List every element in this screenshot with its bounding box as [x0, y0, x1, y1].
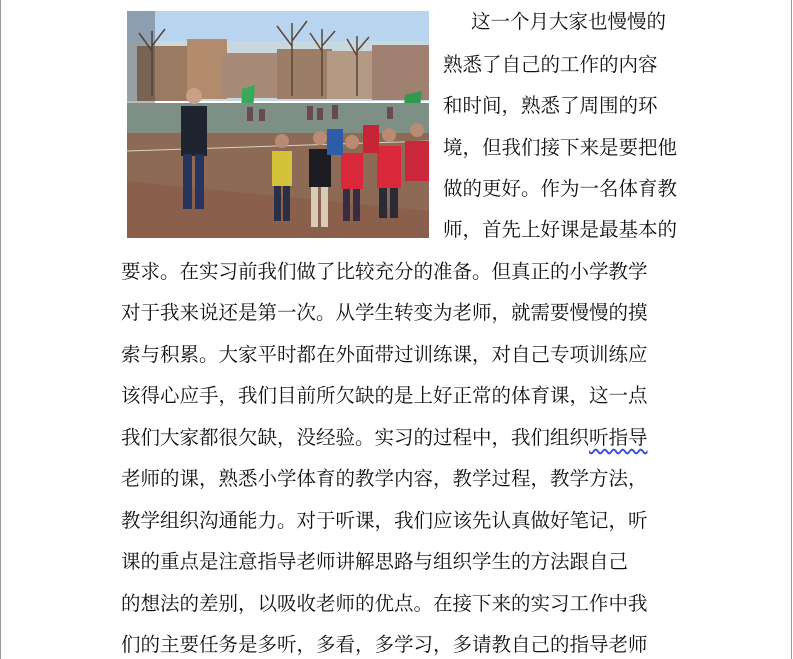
paragraph-line: 课的重点是注意指导老师讲解思路与组织学生的方法跟自己: [121, 550, 629, 573]
paragraph-line: 和时间，熟悉了周围的环: [443, 94, 658, 117]
spellcheck-underlined-phrase[interactable]: 听指导: [589, 426, 648, 449]
paragraph-line: 老师的课，熟悉小学体育的教学内容，教学过程，教学方法，: [121, 467, 648, 490]
paragraph-line: 做的更好。作为一名体育教: [443, 177, 678, 200]
paragraph-line: 熟悉了自己的工作的内容: [443, 53, 658, 76]
paragraph-line: 这一个月大家也慢慢的: [471, 10, 667, 33]
paragraph-line-text: 我们大家都很欠缺，没经验。实习的过程中，我们组织: [121, 426, 590, 449]
paragraph-line: 要求。在实习前我们做了比较充分的准备。但真正的小学教学: [121, 260, 648, 283]
paragraph-line: 们的主要任务是多听，多看，多学习，多请教自己的指导老师: [121, 633, 648, 656]
page-border-left: [0, 0, 1, 659]
paragraph-line: 该得心应手，我们目前所欠缺的是上好正常的体育课，这一点: [121, 384, 648, 407]
paragraph-line: 对于我来说还是第一次。从学生转变为老师，就需要慢慢的摸: [121, 301, 648, 324]
paragraph-line: 的想法的差别，以吸收老师的优点。在接下来的实习工作中我: [121, 592, 648, 615]
paragraph-line: 教学组织沟通能力。对于听课，我们应该先认真做好笔记，听: [121, 509, 648, 532]
paragraph-line: 师，首先上好课是最基本的: [443, 218, 678, 241]
paragraph-line: 境，但我们接下来是要把他: [443, 136, 678, 159]
page-border-right: [791, 0, 792, 659]
paragraph-line: [121, 424, 693, 452]
embedded-photo: [127, 11, 429, 238]
paragraph-line: 索与积累。大家平时都在外面带过训练课，对自己专项训练应: [121, 343, 648, 366]
